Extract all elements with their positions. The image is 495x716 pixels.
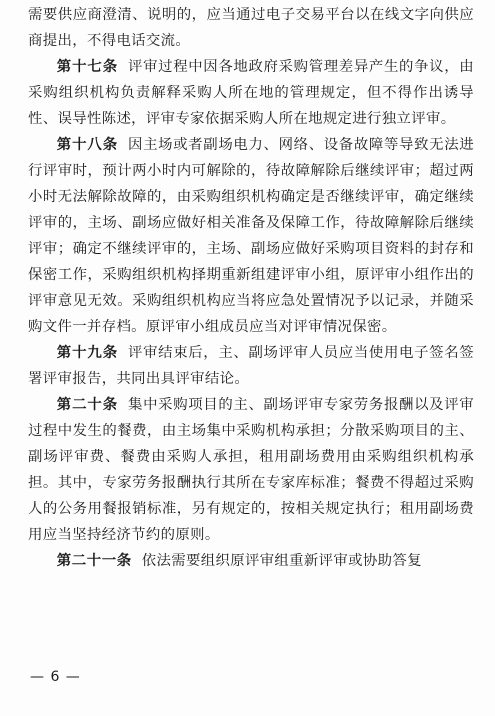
paragraph-continuation [28,2,474,54]
article-19 [28,340,474,392]
article-heading: 第二十一条 [56,552,132,569]
article-text: 因主场或者副场电力、网络、设备故障等导致无法进行评审时，预计两小时内可解除的，待故障解除后继续评审；超过两小时无法解除故障的，由采购组织机构确定是否继续评审，确定继续评审的，主场、副场应做好相关准备及保障工作，待故障解除后继续评审；确定不继续评审的，主场、副场应做好采购项目资料的封存和保密工作，采购组织机构择期重新组建评审小组，原评审小组作出的评审意见无效。采购组织机构应当将应急处置情况予以记录，并随采购文件一并存档。原评审小组成员应当对评审情况保密。 [28,137,474,335]
article-20 [28,392,474,548]
article-text: 集中采购项目的主、副场评审专家劳务报酬以及评审过程中发生的餐费，由主场集中采购机构承担；分散采购项目的主、副场评审费、餐费由采购人承担，租用副场费用由采购组织机构承担。其中，专家劳务报酬执行其所在专家库标准；餐费不得超过采购人的公务用餐报销标准，另有规定的，按相关规定执行；租用副场费用应当坚持经济节约的原则。 [28,397,474,543]
article-text: 评审过程中因各地政府采购管理差异产生的争议，由采购组织机构负责解释采购人所在地的管理规定，但不得作出诱导性、误导性陈述，评审专家依据采购人所在地规定进行独立评审。 [28,59,474,127]
article-heading: 第十九条 [56,344,119,361]
paragraph-text: 需要供应商澄清、说明的，应当通过电子交易平台以在线文字向供应商提出，不得电话交流。 [28,7,474,49]
article-heading: 第二十条 [56,396,119,413]
article-text: 依法需要组织原评审组重新评审或协助答复 [141,553,422,569]
page-number: — 6 — [30,669,81,685]
article-17 [28,54,474,132]
article-heading: 第十七条 [56,58,119,75]
document-body [28,2,474,574]
article-heading: 第十八条 [56,136,119,153]
article-21 [28,548,474,574]
article-text: 评审结束后，主、副场评审人员应当使用电子签名签署评审报告，共同出具评审结论。 [28,345,474,387]
article-18 [28,132,474,340]
